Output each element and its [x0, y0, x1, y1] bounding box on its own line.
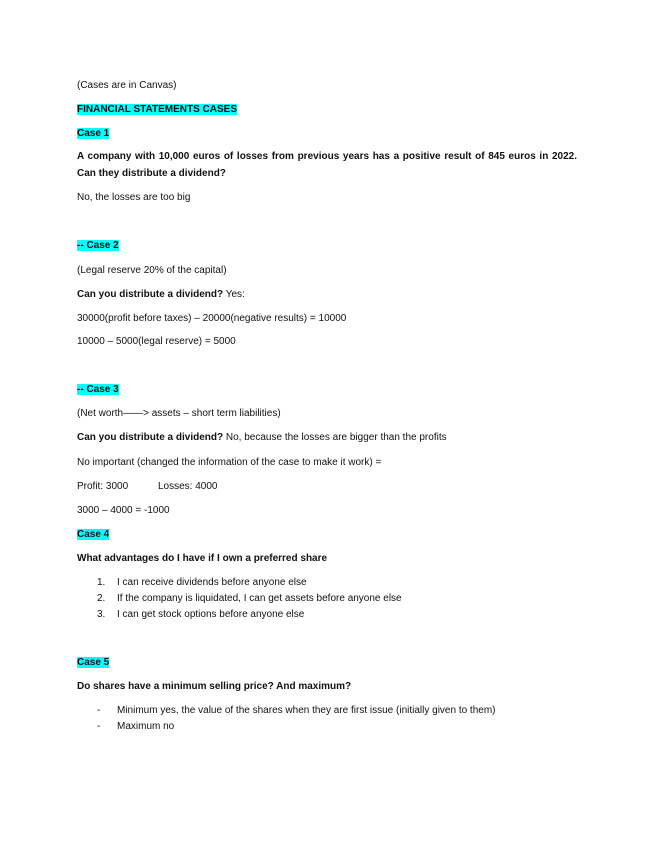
- list-marker: 2.: [97, 593, 106, 604]
- case-1-answer: No, the losses are too big: [77, 192, 191, 203]
- list-item-text: I can get stock options before anyone else: [117, 609, 305, 620]
- intro-note: (Cases are in Canvas): [77, 80, 177, 91]
- case-2-question-line: [77, 288, 245, 301]
- case-3-profit: Profit: 3000: [77, 481, 129, 492]
- case-2-question: Can you distribute a dividend?: [77, 289, 224, 300]
- case-1-highlight: Case 1: [77, 128, 110, 139]
- case-1-question: A company with 10,000 euros of losses from previous years has a positive result of 845 euros in 2022. Can they distribute a dividend?: [77, 151, 577, 179]
- list-marker: -: [97, 705, 101, 716]
- heading-highlight: FINANCIAL STATEMENTS CASES: [77, 104, 238, 115]
- case-3-question-line: [77, 431, 447, 444]
- case-3-highlight: -- Case 3: [77, 384, 119, 395]
- list-item-text: I can receive dividends before anyone else: [117, 577, 307, 588]
- case-2-note: (Legal reserve 20% of the capital): [77, 265, 227, 276]
- case-5-question: Do shares have a minimum selling price? And maximum?: [77, 681, 352, 692]
- document-heading: [77, 103, 237, 116]
- case-3-note: (Net worth——> assets – short term liabilities): [77, 408, 281, 419]
- list-marker: 3.: [97, 609, 106, 620]
- case-2-highlight: -- Case 2: [77, 240, 119, 251]
- case-2-calc-1: 30000(profit before taxes) – 20000(negative results) = 10000: [77, 313, 347, 324]
- case-4-title: [77, 528, 109, 541]
- case-4-highlight: Case 4: [77, 529, 110, 540]
- case-2-answer: Yes:: [223, 289, 245, 300]
- case-2-calc-2: 10000 – 5000(legal reserve) = 5000: [77, 336, 236, 347]
- case-2-title: [77, 239, 119, 252]
- case-3-calc: 3000 – 4000 = -1000: [77, 505, 170, 516]
- case-1-title: [77, 127, 109, 140]
- case-5-highlight: Case 5: [77, 657, 110, 668]
- case-3-note-2: No important (changed the information of the case to make it work) =: [77, 457, 382, 468]
- case-3-title: [77, 383, 119, 396]
- list-marker: -: [97, 721, 101, 732]
- list-marker: 1.: [97, 577, 106, 588]
- list-item-text: Maximum no: [117, 721, 175, 732]
- case-3-question: Can you distribute a dividend?: [77, 432, 224, 443]
- case-5-title: [77, 656, 109, 669]
- case-3-answer: No, because the losses are bigger than the profits: [223, 432, 447, 443]
- case-3-losses: Losses: 4000: [158, 481, 218, 492]
- list-item-text: Minimum yes, the value of the shares when they are first issue (initially given to them): [117, 705, 496, 716]
- case-4-question: What advantages do I have if I own a preferred share: [77, 553, 328, 564]
- list-item-text: If the company is liquidated, I can get assets before anyone else: [117, 593, 402, 604]
